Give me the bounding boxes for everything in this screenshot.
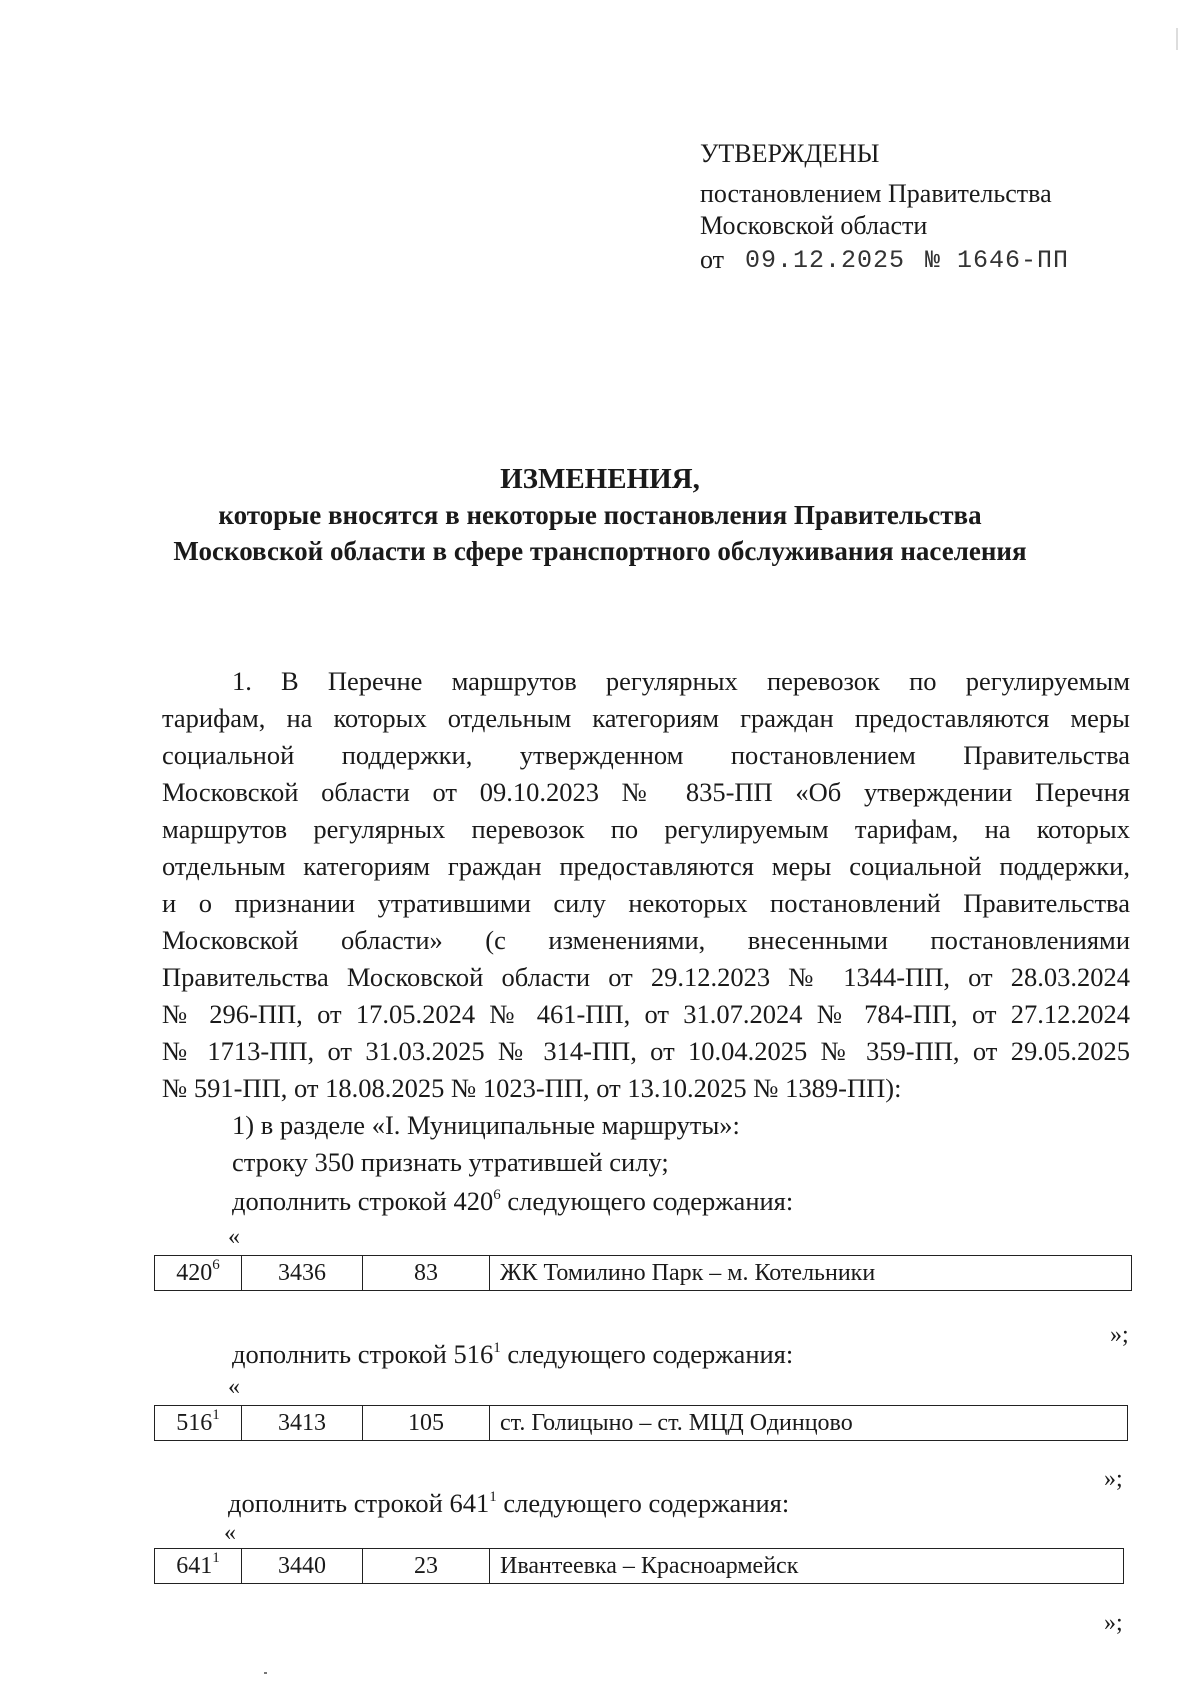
insertion-suffix: следующего содержания: — [496, 1488, 790, 1518]
doc-title: ИЗМЕНЕНИЯ, — [500, 463, 700, 495]
scan-speck — [264, 1672, 267, 1674]
body-line: тарифам, на которых отдельным категориям граждан предоставляются меры — [162, 703, 1130, 733]
body-line: социальной поддержки, утвержденном постановлением Правительства — [162, 740, 1130, 770]
close-quote: »; — [1104, 1610, 1123, 1636]
insertion-sup: 6 — [493, 1187, 501, 1203]
row-reg-cell: 3436 — [242, 1256, 363, 1291]
doc-subtitle-line-2: Московской области в сфере транспортного обслуживания населения — [173, 536, 1027, 566]
open-quote: « — [228, 1374, 240, 1400]
row-name-cell: Ивантеевка – Красноармейск — [490, 1549, 1124, 1584]
inserted-row-table — [154, 1255, 1132, 1291]
insertion-sup: 1 — [489, 1489, 497, 1505]
body-line: отдельным категориям граждан предоставляются меры социальной поддержки, — [162, 851, 1130, 881]
body-line: Московской области от 09.10.2023 № 835-ПП «Об утверждении Перечня — [162, 777, 1130, 807]
item-remove-row: строку 350 признать утратившей силу; — [232, 1147, 669, 1177]
body-line: Московской области» (с изменениями, внесенными постановлениями — [162, 925, 1130, 955]
row-route-cell: 23 — [363, 1549, 490, 1584]
row-route-cell: 83 — [363, 1256, 490, 1291]
table-row — [155, 1549, 1124, 1584]
body-line: № 296-ПП, от 17.05.2024 № 461-ПП, от 31.07.2024 № 784-ПП, от 27.12.2024 — [162, 999, 1130, 1029]
row-reg-cell: 3440 — [242, 1549, 363, 1584]
doc-subtitle-line-1: которые вносятся в некоторые постановления Правительства — [218, 500, 982, 530]
approval-title: УТВЕРЖДЕНЫ — [700, 139, 880, 168]
approval-from-label: от — [700, 245, 725, 274]
row-number-cell: $420^6$ — [155, 1256, 242, 1291]
table-row — [155, 1406, 1128, 1441]
insertion-suffix: следующего содержания: — [500, 1339, 794, 1369]
body-line: 1. В Перечне маршрутов регулярных перевозок по регулируемым — [232, 666, 1130, 696]
row-name-cell: ЖК Томилино Парк – м. Котельники — [490, 1256, 1132, 1291]
insertion-intro — [232, 1338, 793, 1371]
scan-speck — [1176, 28, 1178, 50]
body-line: № 1713-ПП, от 31.03.2025 № 314-ПП, от 10.04.2025 № 359-ПП, от 29.05.2025 — [162, 1036, 1130, 1066]
insertion-prefix: дополнить строкой 420 — [232, 1186, 494, 1216]
inserted-row-table — [154, 1405, 1128, 1441]
table-row — [155, 1256, 1132, 1291]
body-line: маршрутов регулярных перевозок по регулируемым тарифам, на которых — [162, 814, 1130, 844]
approval-date: 09.12.2025 — [745, 246, 906, 275]
insertion-intro — [228, 1487, 789, 1520]
open-quote: « — [224, 1520, 236, 1546]
approval-line-1: постановлением Правительства — [700, 179, 1052, 208]
item-section-1: 1) в разделе «I. Муниципальные маршруты»: — [232, 1110, 740, 1140]
approval-line-2: Московской области — [700, 211, 928, 240]
insertion-sup: 1 — [493, 1340, 501, 1356]
body-line: и о признании утратившими силу некоторых постановлений Правительства — [162, 888, 1130, 918]
insertion-suffix: следующего содержания: — [500, 1186, 794, 1216]
insertion-prefix: дополнить строкой 641 — [228, 1488, 490, 1518]
approval-number: № 1646-ПП — [925, 246, 1070, 275]
body-line: Правительства Московской области от 29.12.2023 № 1344-ПП, от 28.03.2024 — [162, 962, 1130, 992]
close-quote: »; — [1104, 1466, 1123, 1492]
insertion-prefix: дополнить строкой 516 — [232, 1339, 494, 1369]
row-number-cell: $516^1$ — [155, 1406, 242, 1441]
insertion-intro — [232, 1185, 793, 1218]
close-quote: »; — [1110, 1322, 1129, 1348]
open-quote: « — [228, 1224, 240, 1250]
body-last-line: № 591-ПП, от 18.08.2025 № 1023-ПП, от 13.10.2025 № 1389-ПП): — [162, 1073, 902, 1103]
row-reg-cell: 3413 — [242, 1406, 363, 1441]
inserted-row-table — [154, 1548, 1124, 1584]
row-number-cell: $641^1$ — [155, 1549, 242, 1584]
row-route-cell: 105 — [363, 1406, 490, 1441]
row-name-cell: ст. Голицыно – ст. МЦД Одинцово — [490, 1406, 1128, 1441]
